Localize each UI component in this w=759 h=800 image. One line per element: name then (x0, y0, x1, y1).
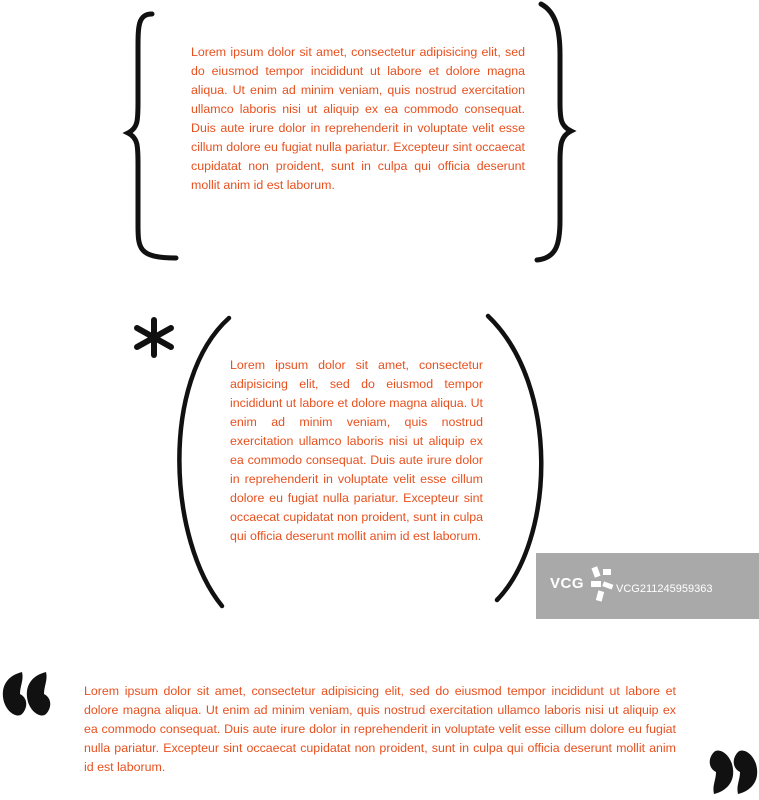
text-block-bottom: Lorem ipsum dolor sit amet, consectetur adipisicing elit, sed do eiusmod tempor incididunt ut labore et dolore magna aliqua. Ut enim ad minim veniam, quis nostrud exercitation ullamco laboris nisi ut aliquip ex ea commodo consequat. Duis aute irure dolor in reprehenderit in voluptate velit esse cillum dolore eu fugiat nulla pariatur. Excepteur sint occaecat cupidatat non proident, sunt in culpa qui officia deserunt mollit anim id est laborum. (84, 684, 676, 774)
watermark-mark-icon (589, 565, 615, 605)
watermark (536, 553, 759, 619)
watermark-id: VCG211245959363 (616, 583, 713, 595)
right-parenthesis-icon (488, 316, 541, 600)
watermark-logo: VCG (550, 575, 585, 592)
text-block-top: Lorem ipsum dolor sit amet, consectetur adipisicing elit, sed do eiusmod tempor incididunt ut labore et dolore magna aliqua. Ut enim ad minim veniam, quis nostrud exercitation ullamco laboris nisi ut aliquip ex ea commodo consequat. Duis aute irure dolor in reprehenderit in voluptate velit esse cillum dolore eu fugiat nulla pariatur. Excepteur sint occaecat cupidatat non proident, sunt in culpa qui officia deserunt mollit anim id est laborum. (191, 45, 525, 192)
asterisk-icon (137, 320, 171, 355)
text-block-middle: Lorem ipsum dolor sit amet, consectetur adipisicing elit, sed do eiusmod tempor incididunt ut labore et dolore magna aliqua. Ut enim ad minim veniam, quis nostrud exercitation ullamco laboris nisi ut aliquip ex ea commodo consequat. Duis aute irure dolor in reprehenderit in voluptate velit esse cillum dolore eu fugiat nulla pariatur. Excepteur sint occaecat cupidatat non proident, sunt in culpa qui officia deserunt mollit anim id est laborum. (230, 358, 483, 543)
left-parenthesis-icon (179, 318, 229, 606)
left-curly-brace-icon (128, 14, 176, 258)
closing-quote-icon (710, 751, 757, 795)
opening-quote-icon (3, 672, 50, 716)
right-curly-brace-icon (537, 4, 571, 260)
